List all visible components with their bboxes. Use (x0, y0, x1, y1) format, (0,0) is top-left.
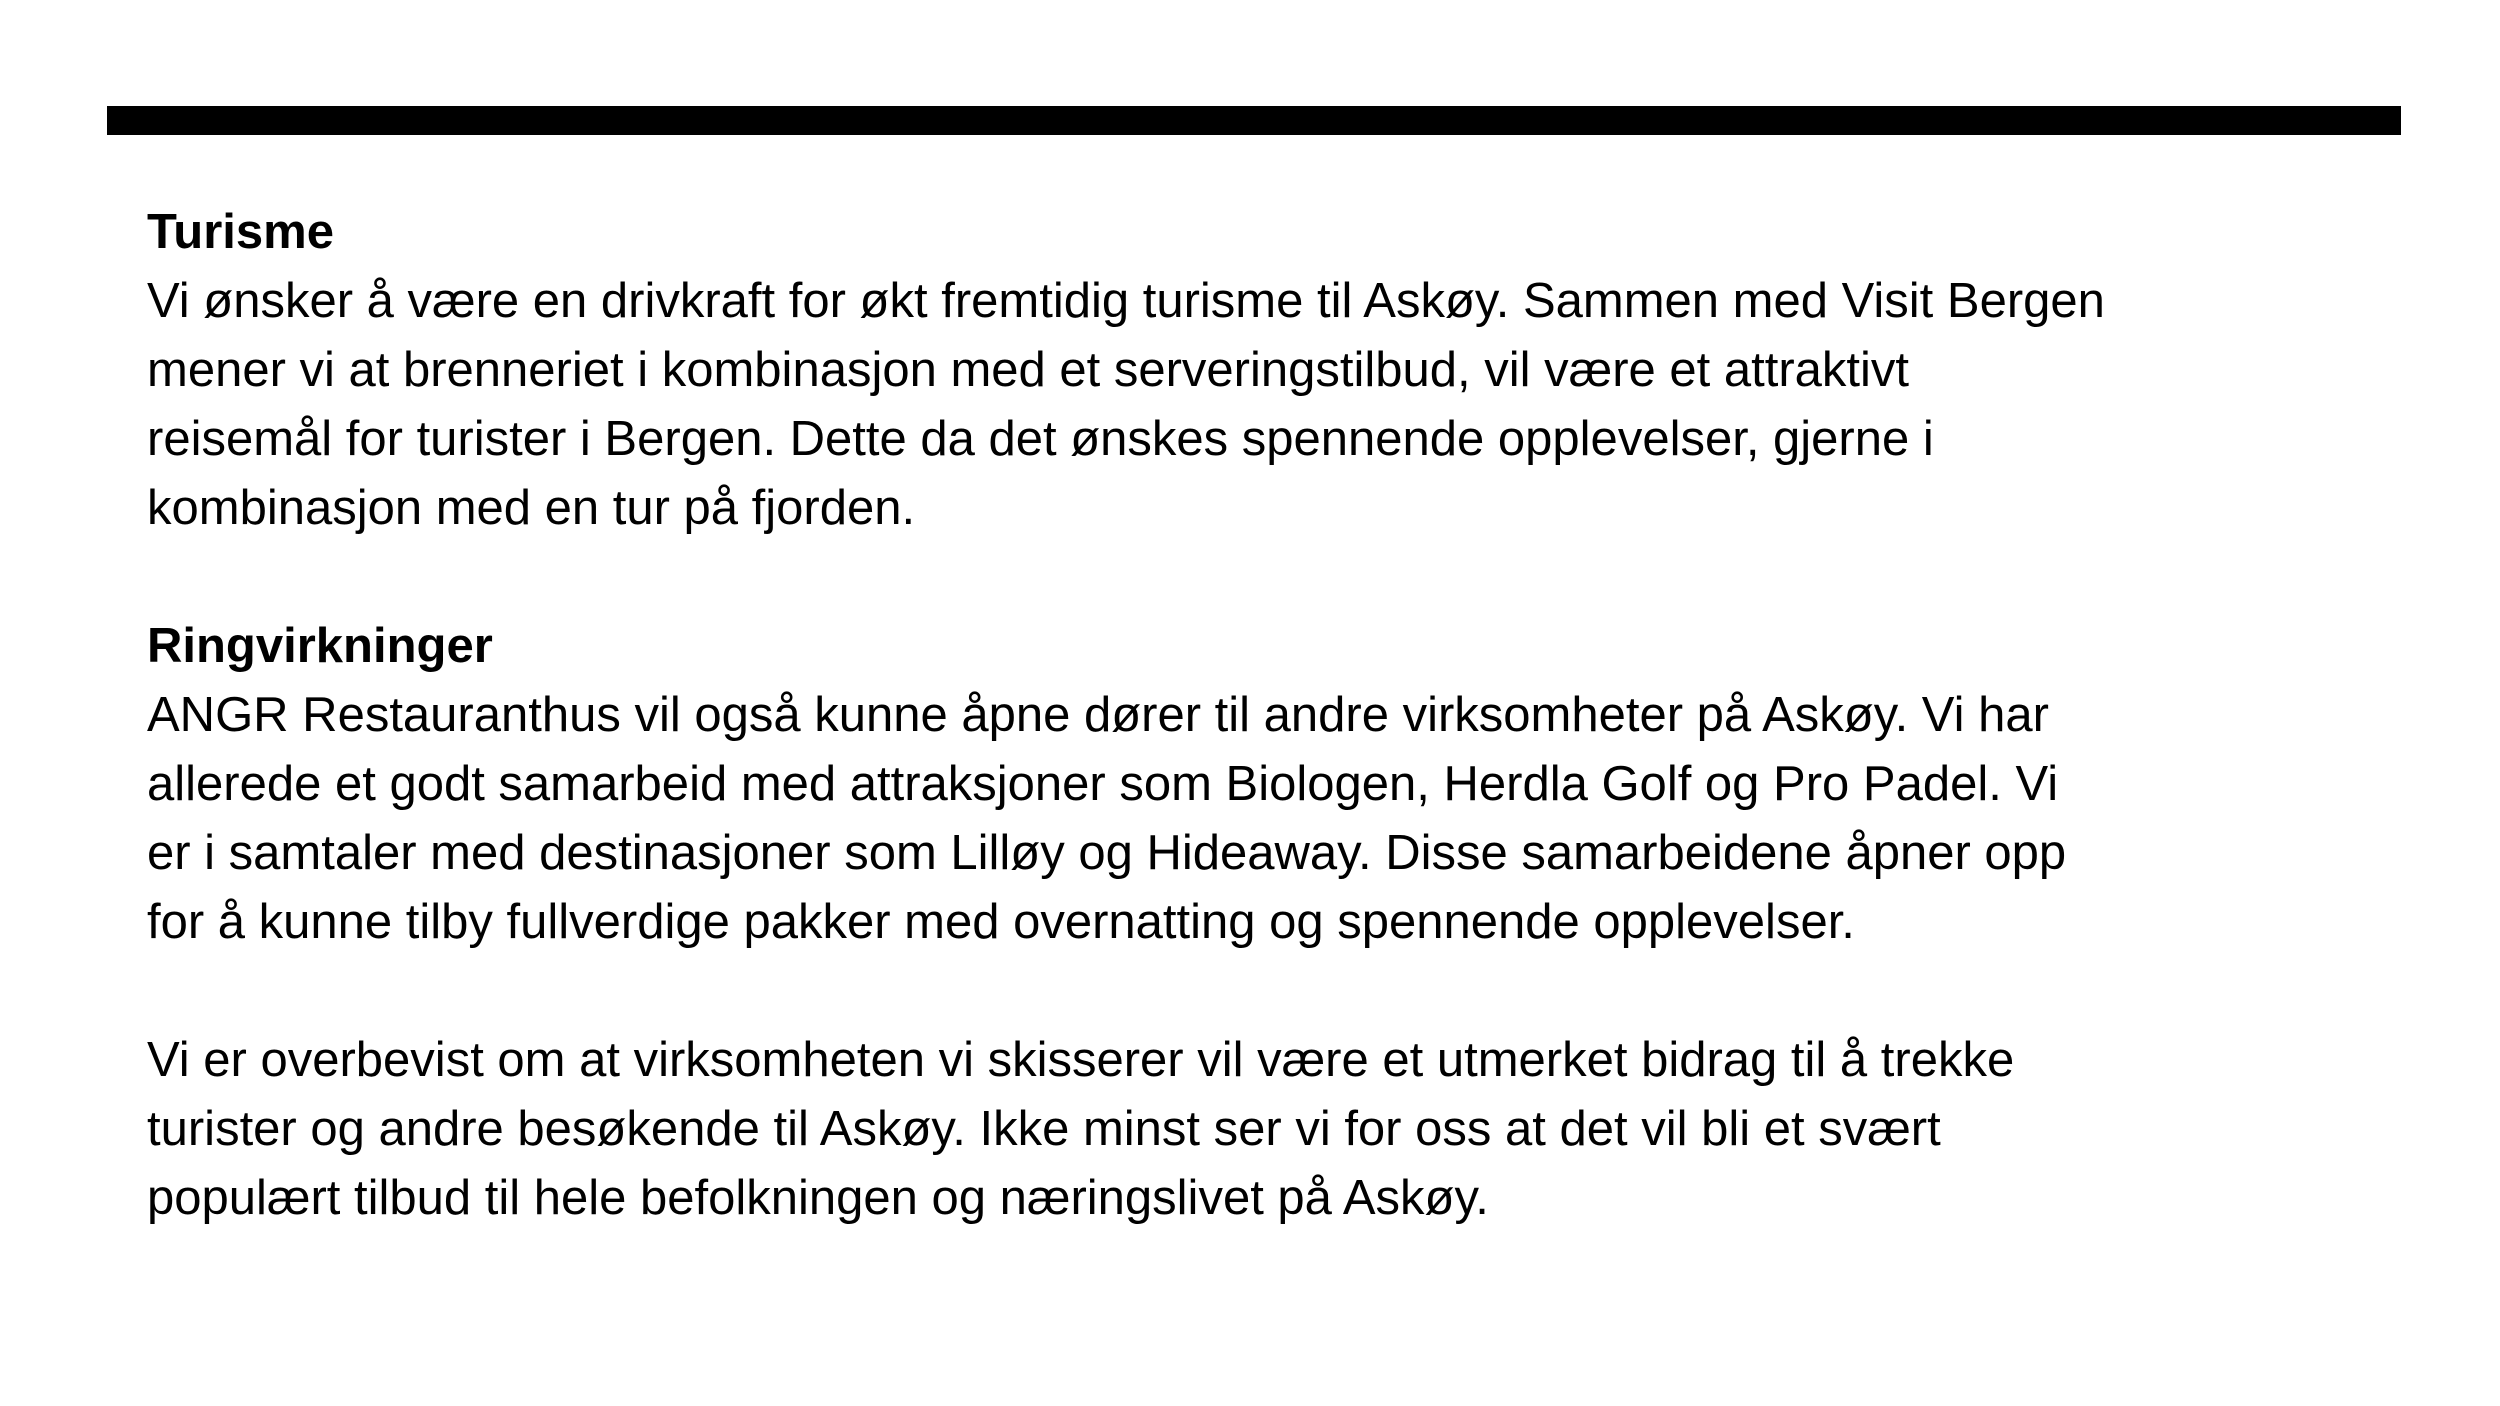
section-title-ringvirkninger: Ringvirkninger (147, 619, 493, 673)
slide-body (147, 198, 2387, 1233)
paragraph-spacer (147, 957, 2387, 1026)
paragraph-line: for å kunne tilby fullverdige pakker med overnatting og spennende opplevelser. (147, 895, 1855, 949)
section-title-turisme: Turisme (147, 205, 334, 259)
closing-line: Vi er overbevist om at virksomheten vi skisserer vil være et utmerket bidrag til å trekke (147, 1033, 2015, 1087)
closing-line: turister og andre besøkende til Askøy. Ikke minst ser vi for oss at det vil bli et svært (147, 1102, 1941, 1156)
paragraph-line: mener vi at brenneriet i kombinasjon med et serveringstilbud, vil være et attraktivt (147, 343, 1910, 397)
paragraph-line: reisemål for turister i Bergen. Dette da det ønskes spennende opplevelser, gjerne i (147, 412, 1934, 466)
paragraph-line: allerede et godt samarbeid med attraksjoner som Biologen, Herdla Golf og Pro Padel. Vi (147, 757, 2059, 811)
closing-line: populært tilbud til hele befolkningen og næringslivet på Askøy. (147, 1171, 1489, 1225)
paragraph-line: kombinasjon med en tur på fjorden. (147, 481, 916, 535)
paragraph-spacer (147, 543, 2387, 612)
paragraph-line: Vi ønsker å være en drivkraft for økt fremtidig turisme til Askøy. Sammen med Visit Bergen (147, 274, 2105, 328)
paragraph-line: er i samtaler med destinasjoner som Lilløy og Hideaway. Disse samarbeidene åpner opp (147, 826, 2067, 880)
paragraph-line: ANGR Restauranthus vil også kunne åpne dører til andre virksomheter på Askøy. Vi har (147, 688, 2049, 742)
top-divider-bar (107, 106, 2401, 135)
